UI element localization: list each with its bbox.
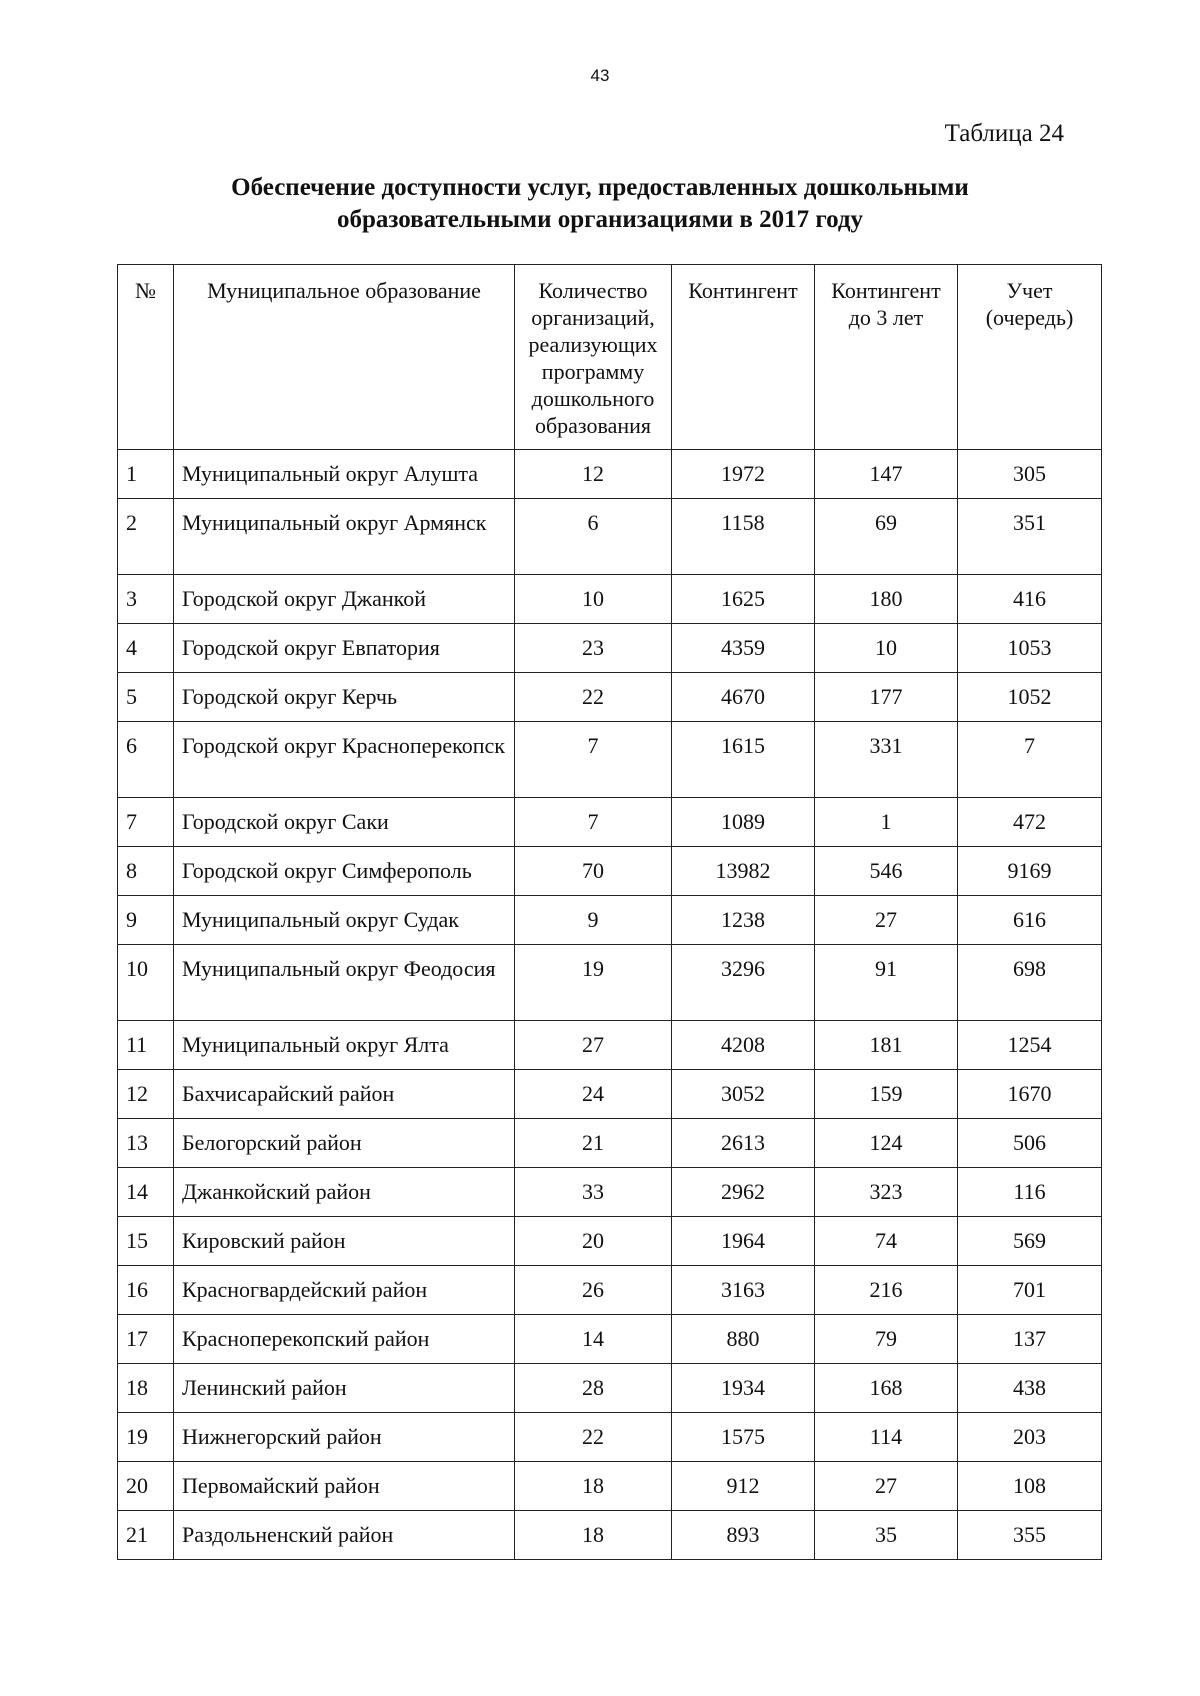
cell-under3: 1 bbox=[815, 798, 958, 847]
cell-name: Бахчисарайский район bbox=[174, 1070, 515, 1119]
cell-orgs: 70 bbox=[515, 847, 672, 896]
cell-contingent: 880 bbox=[672, 1315, 815, 1364]
cell-num: 5 bbox=[118, 673, 174, 722]
cell-orgs: 9 bbox=[515, 896, 672, 945]
cell-name: Ленинский район bbox=[174, 1364, 515, 1413]
cell-num: 19 bbox=[118, 1413, 174, 1462]
table-row bbox=[118, 1119, 1102, 1168]
cell-under3: 177 bbox=[815, 673, 958, 722]
cell-under3: 546 bbox=[815, 847, 958, 896]
cell-num: 4 bbox=[118, 624, 174, 673]
cell-orgs: 26 bbox=[515, 1266, 672, 1315]
cell-queue: 416 bbox=[958, 575, 1102, 624]
table-body bbox=[118, 450, 1102, 1560]
cell-orgs: 6 bbox=[515, 499, 672, 575]
table-row bbox=[118, 673, 1102, 722]
cell-num: 21 bbox=[118, 1511, 174, 1560]
table-row bbox=[118, 450, 1102, 499]
header-contingent: Контингент bbox=[672, 265, 815, 450]
cell-contingent: 3163 bbox=[672, 1266, 815, 1315]
cell-contingent: 1964 bbox=[672, 1217, 815, 1266]
cell-queue: 1670 bbox=[958, 1070, 1102, 1119]
cell-name: Муниципальный округ Алушта bbox=[174, 450, 515, 499]
cell-queue: 7 bbox=[958, 722, 1102, 798]
cell-contingent: 1089 bbox=[672, 798, 815, 847]
cell-under3: 124 bbox=[815, 1119, 958, 1168]
cell-under3: 216 bbox=[815, 1266, 958, 1315]
cell-contingent: 4359 bbox=[672, 624, 815, 673]
cell-name: Джанкойский район bbox=[174, 1168, 515, 1217]
cell-queue: 351 bbox=[958, 499, 1102, 575]
table-row bbox=[118, 1462, 1102, 1511]
cell-queue: 698 bbox=[958, 945, 1102, 1021]
cell-under3: 35 bbox=[815, 1511, 958, 1560]
table-row bbox=[118, 1021, 1102, 1070]
cell-contingent: 1238 bbox=[672, 896, 815, 945]
cell-queue: 472 bbox=[958, 798, 1102, 847]
table-row bbox=[118, 896, 1102, 945]
title-line-2: образовательными организациями в 2017 году bbox=[336, 206, 864, 233]
table-header bbox=[118, 265, 1102, 450]
cell-contingent: 1615 bbox=[672, 722, 815, 798]
cell-queue: 108 bbox=[958, 1462, 1102, 1511]
cell-contingent: 3052 bbox=[672, 1070, 815, 1119]
cell-contingent: 4208 bbox=[672, 1021, 815, 1070]
table-row bbox=[118, 1266, 1102, 1315]
cell-contingent: 893 bbox=[672, 1511, 815, 1560]
header-name: Муниципальное образование bbox=[174, 265, 515, 450]
table-row bbox=[118, 1168, 1102, 1217]
cell-num: 10 bbox=[118, 945, 174, 1021]
cell-num: 1 bbox=[118, 450, 174, 499]
cell-num: 7 bbox=[118, 798, 174, 847]
cell-under3: 91 bbox=[815, 945, 958, 1021]
page-title bbox=[0, 172, 1200, 236]
cell-num: 15 bbox=[118, 1217, 174, 1266]
cell-queue: 305 bbox=[958, 450, 1102, 499]
cell-queue: 438 bbox=[958, 1364, 1102, 1413]
cell-name: Городской округ Джанкой bbox=[174, 575, 515, 624]
cell-under3: 69 bbox=[815, 499, 958, 575]
cell-name: Красноперекопский район bbox=[174, 1315, 515, 1364]
cell-queue: 1053 bbox=[958, 624, 1102, 673]
cell-orgs: 21 bbox=[515, 1119, 672, 1168]
cell-queue: 116 bbox=[958, 1168, 1102, 1217]
cell-num: 18 bbox=[118, 1364, 174, 1413]
cell-orgs: 28 bbox=[515, 1364, 672, 1413]
cell-orgs: 22 bbox=[515, 673, 672, 722]
cell-queue: 569 bbox=[958, 1217, 1102, 1266]
cell-orgs: 7 bbox=[515, 722, 672, 798]
cell-under3: 10 bbox=[815, 624, 958, 673]
table-row bbox=[118, 847, 1102, 896]
table-row bbox=[118, 1315, 1102, 1364]
table-row bbox=[118, 798, 1102, 847]
cell-num: 2 bbox=[118, 499, 174, 575]
cell-under3: 27 bbox=[815, 896, 958, 945]
cell-queue: 701 bbox=[958, 1266, 1102, 1315]
cell-name: Раздольненский район bbox=[174, 1511, 515, 1560]
cell-num: 20 bbox=[118, 1462, 174, 1511]
cell-under3: 79 bbox=[815, 1315, 958, 1364]
header-orgs: Количество организаций, реализующих программу дошкольного образования bbox=[515, 265, 672, 450]
cell-name: Городской округ Симферополь bbox=[174, 847, 515, 896]
cell-orgs: 33 bbox=[515, 1168, 672, 1217]
cell-under3: 74 bbox=[815, 1217, 958, 1266]
cell-queue: 1052 bbox=[958, 673, 1102, 722]
cell-contingent: 1972 bbox=[672, 450, 815, 499]
cell-name: Белогорский район bbox=[174, 1119, 515, 1168]
table-row bbox=[118, 1511, 1102, 1560]
header-row bbox=[118, 265, 1102, 450]
table-row bbox=[118, 722, 1102, 798]
cell-under3: 27 bbox=[815, 1462, 958, 1511]
cell-num: 12 bbox=[118, 1070, 174, 1119]
cell-contingent: 3296 bbox=[672, 945, 815, 1021]
cell-num: 16 bbox=[118, 1266, 174, 1315]
cell-orgs: 23 bbox=[515, 624, 672, 673]
table-row bbox=[118, 499, 1102, 575]
cell-name: Городской округ Саки bbox=[174, 798, 515, 847]
table-row bbox=[118, 1070, 1102, 1119]
cell-queue: 137 bbox=[958, 1315, 1102, 1364]
cell-name: Нижнегорский район bbox=[174, 1413, 515, 1462]
cell-name: Городской округ Евпатория bbox=[174, 624, 515, 673]
cell-queue: 616 bbox=[958, 896, 1102, 945]
cell-num: 8 bbox=[118, 847, 174, 896]
data-table bbox=[117, 264, 1102, 1560]
cell-orgs: 12 bbox=[515, 450, 672, 499]
cell-under3: 147 bbox=[815, 450, 958, 499]
cell-under3: 331 bbox=[815, 722, 958, 798]
header-contingent-under3: Контингент до 3 лет bbox=[815, 265, 958, 450]
table-label: Таблица 24 bbox=[944, 120, 1064, 147]
table-row bbox=[118, 1413, 1102, 1462]
cell-contingent: 1934 bbox=[672, 1364, 815, 1413]
cell-orgs: 20 bbox=[515, 1217, 672, 1266]
table-row bbox=[118, 575, 1102, 624]
cell-num: 17 bbox=[118, 1315, 174, 1364]
cell-name: Первомайский район bbox=[174, 1462, 515, 1511]
header-queue: Учет (очередь) bbox=[958, 265, 1102, 450]
cell-under3: 159 bbox=[815, 1070, 958, 1119]
cell-orgs: 27 bbox=[515, 1021, 672, 1070]
cell-orgs: 18 bbox=[515, 1511, 672, 1560]
cell-contingent: 1158 bbox=[672, 499, 815, 575]
cell-under3: 181 bbox=[815, 1021, 958, 1070]
cell-name: Муниципальный округ Ялта bbox=[174, 1021, 515, 1070]
header-num: № bbox=[118, 265, 174, 450]
cell-queue: 355 bbox=[958, 1511, 1102, 1560]
cell-num: 3 bbox=[118, 575, 174, 624]
cell-queue: 1254 bbox=[958, 1021, 1102, 1070]
cell-orgs: 14 bbox=[515, 1315, 672, 1364]
cell-num: 6 bbox=[118, 722, 174, 798]
cell-queue: 203 bbox=[958, 1413, 1102, 1462]
table-row bbox=[118, 624, 1102, 673]
table-row bbox=[118, 1217, 1102, 1266]
cell-num: 14 bbox=[118, 1168, 174, 1217]
cell-contingent: 912 bbox=[672, 1462, 815, 1511]
cell-name: Муниципальный округ Феодосия bbox=[174, 945, 515, 1021]
cell-under3: 180 bbox=[815, 575, 958, 624]
cell-contingent: 4670 bbox=[672, 673, 815, 722]
cell-under3: 323 bbox=[815, 1168, 958, 1217]
cell-num: 13 bbox=[118, 1119, 174, 1168]
cell-name: Городской округ Керчь bbox=[174, 673, 515, 722]
cell-orgs: 19 bbox=[515, 945, 672, 1021]
cell-queue: 9169 bbox=[958, 847, 1102, 896]
cell-contingent: 2613 bbox=[672, 1119, 815, 1168]
cell-name: Муниципальный округ Судак bbox=[174, 896, 515, 945]
page-number: 43 bbox=[590, 66, 610, 85]
cell-contingent: 2962 bbox=[672, 1168, 815, 1217]
title-line-1: Обеспечение доступности услуг, предоставленных дошкольными bbox=[231, 174, 969, 201]
cell-orgs: 7 bbox=[515, 798, 672, 847]
cell-under3: 168 bbox=[815, 1364, 958, 1413]
cell-name: Красногвардейский район bbox=[174, 1266, 515, 1315]
cell-queue: 506 bbox=[958, 1119, 1102, 1168]
cell-name: Кировский район bbox=[174, 1217, 515, 1266]
cell-orgs: 24 bbox=[515, 1070, 672, 1119]
cell-num: 9 bbox=[118, 896, 174, 945]
cell-num: 11 bbox=[118, 1021, 174, 1070]
cell-name: Муниципальный округ Армянск bbox=[174, 499, 515, 575]
cell-contingent: 1575 bbox=[672, 1413, 815, 1462]
cell-orgs: 18 bbox=[515, 1462, 672, 1511]
cell-orgs: 10 bbox=[515, 575, 672, 624]
cell-contingent: 13982 bbox=[672, 847, 815, 896]
table-row bbox=[118, 945, 1102, 1021]
cell-under3: 114 bbox=[815, 1413, 958, 1462]
cell-contingent: 1625 bbox=[672, 575, 815, 624]
table-row bbox=[118, 1364, 1102, 1413]
cell-name: Городской округ Красноперекопск bbox=[174, 722, 515, 798]
cell-orgs: 22 bbox=[515, 1413, 672, 1462]
